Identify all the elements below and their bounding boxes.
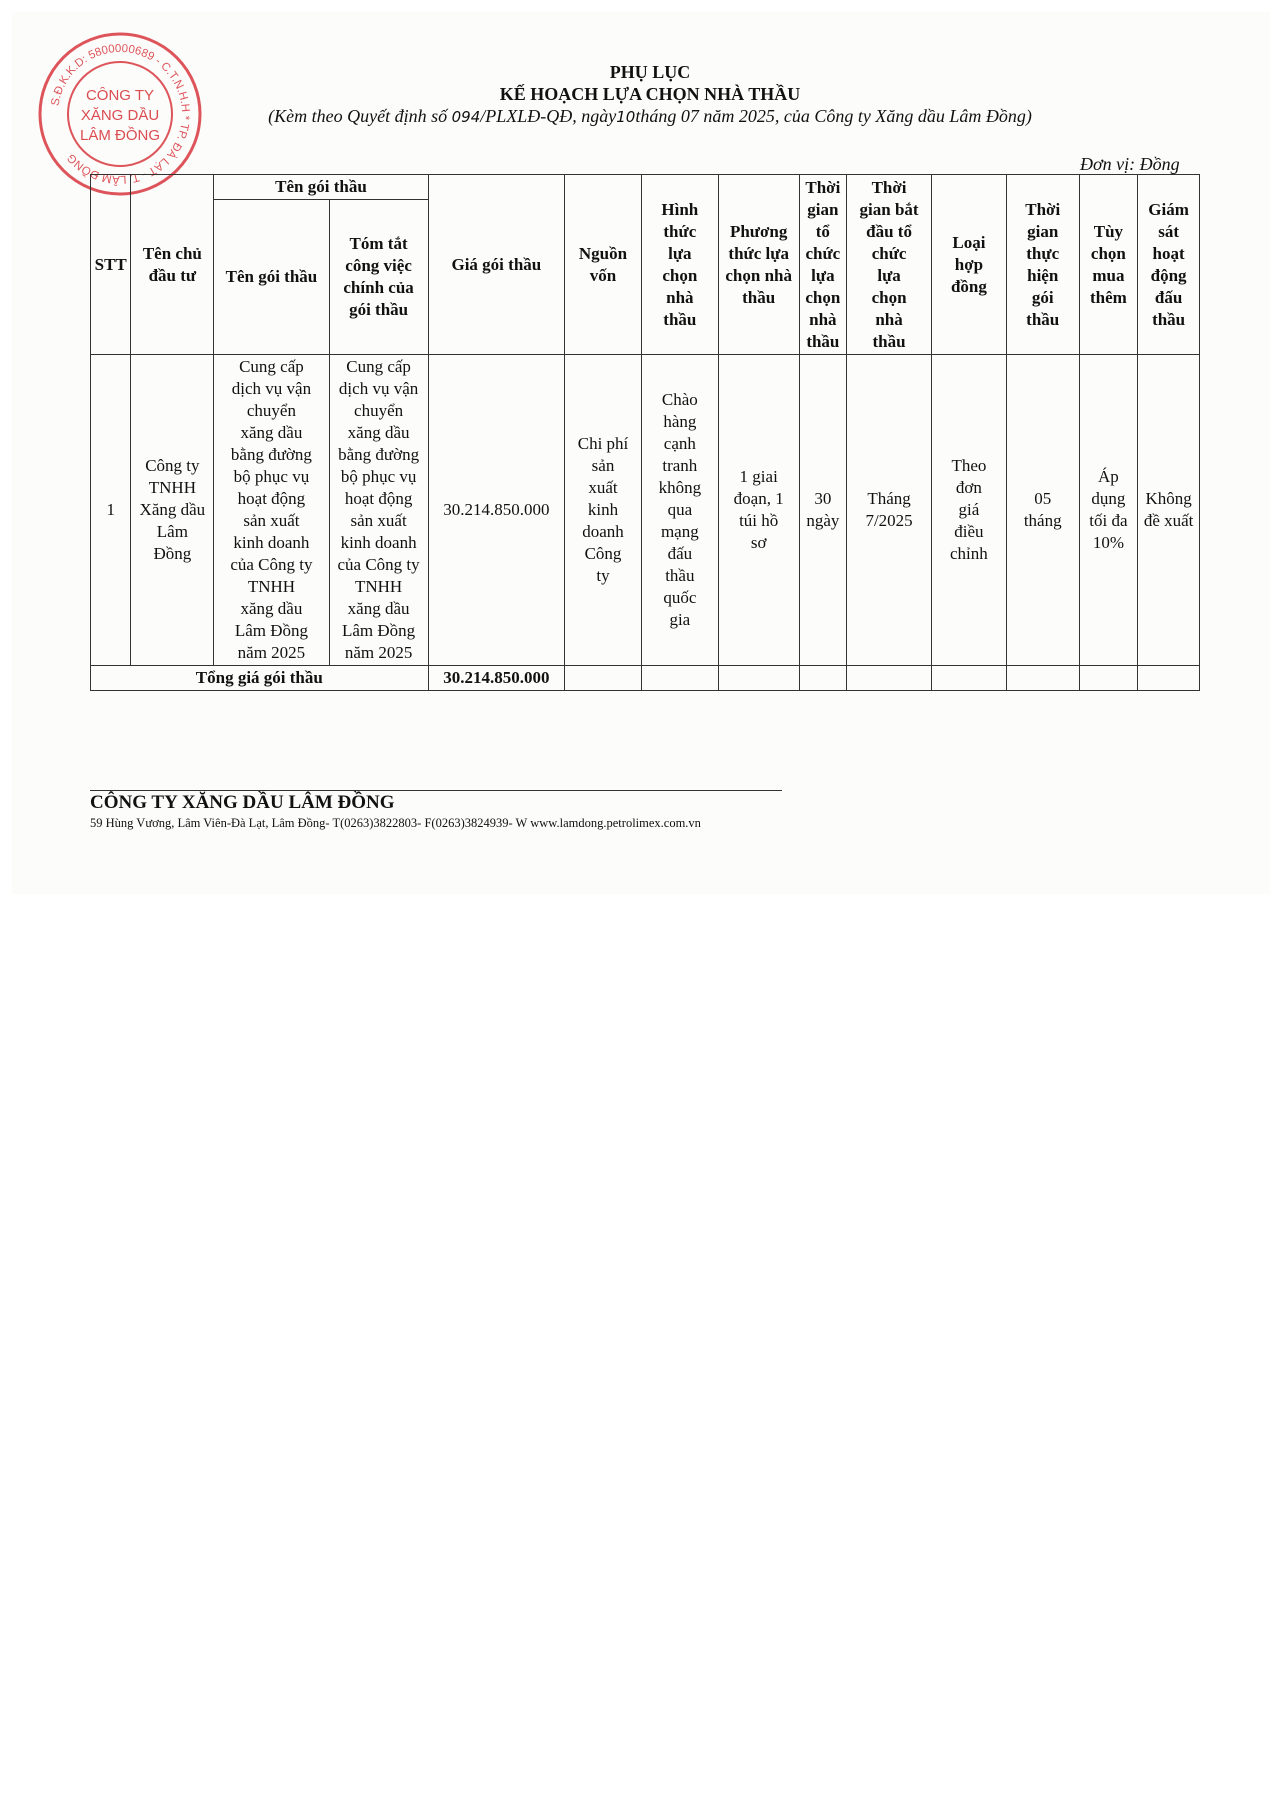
- stamp-center-line-1: CÔNG TY: [85, 87, 155, 104]
- col-contract-type: Loại hợp đồng: [932, 175, 1007, 355]
- col-price: Giá gói thầu: [428, 175, 564, 355]
- col-method: Phương thức lựa chọn nhà thầu: [718, 175, 799, 355]
- subtitle-suffix: tháng 07 năm 2025, của Công ty Xăng dầu Lâm Đồng): [635, 106, 1032, 126]
- cell-summary: Cung cấp dịch vụ vận chuyển xăng dầu bằng đường bộ phục vụ hoạt động sản xuất kinh doanh của Công ty TNHH xăng dầu Lâm Đồng năm 2025: [329, 355, 428, 666]
- procurement-plan-table: [90, 174, 1200, 691]
- cell-price: 30.214.850.000: [428, 355, 564, 666]
- total-empty-cell: [1138, 666, 1200, 691]
- total-label: Tổng giá gói thầu: [91, 666, 429, 691]
- cell-source: Chi phí sản xuất kinh doanh Công ty: [565, 355, 642, 666]
- total-empty-cell: [1079, 666, 1138, 691]
- col-time-org: Thời gian tổ chức lựa chọn nhà thầu: [799, 175, 847, 355]
- header-row-1: [91, 175, 1200, 200]
- total-empty-cell: [799, 666, 847, 691]
- col-duration: Thời gian thực hiện gói thầu: [1006, 175, 1079, 355]
- col-source: Nguồn vốn: [565, 175, 642, 355]
- total-empty-cell: [847, 666, 932, 691]
- cell-method: 1 giai đoạn, 1 túi hồ sơ: [718, 355, 799, 666]
- col-form: Hình thức lựa chọn nhà thầu: [641, 175, 718, 355]
- currency-unit: Đơn vị: Đồng: [1080, 154, 1180, 174]
- cell-contract-type: Theo đơn giá điều chỉnh: [932, 355, 1007, 666]
- doc-title-plan: KẾ HOẠCH LỰA CHỌN NHÀ THẦU: [499, 84, 801, 104]
- doc-title-appendix: PHỤ LỤC: [609, 62, 691, 82]
- cell-option: Áp dụng tối đa 10%: [1079, 355, 1138, 666]
- cell-time-org: 30 ngày: [799, 355, 847, 666]
- total-empty-cell: [1006, 666, 1079, 691]
- cell-start-time: Tháng 7/2025: [847, 355, 932, 666]
- total-empty-cell: [641, 666, 718, 691]
- col-supervision: Giám sát hoạt động đấu thầu: [1138, 175, 1200, 355]
- handwritten-decision-number: 094: [451, 108, 481, 126]
- cell-supervision: Không đề xuất: [1138, 355, 1200, 666]
- cell-package-name: Cung cấp dịch vụ vận chuyển xăng dầu bằng đường bộ phục vụ hoạt động sản xuất kinh doanh của Công ty TNHH xăng dầu Lâm Đồng năm 2025: [214, 355, 329, 666]
- cell-form: Chào hàng cạnh tranh không qua mạng đấu thầu quốc gia: [641, 355, 718, 666]
- col-stt: STT: [91, 175, 131, 355]
- col-start-time: Thời gian bắt đầu tổ chức lựa chọn nhà thầu: [847, 175, 932, 355]
- stamp-center-line-2: XĂNG DẦU: [80, 107, 160, 124]
- cell-stt: 1: [91, 355, 131, 666]
- cell-investor: Công ty TNHH Xăng dầu Lâm Đồng: [131, 355, 214, 666]
- subtitle-mid: /PLXLĐ-QĐ, ngày: [480, 106, 617, 126]
- footer-company-name: CÔNG TY XĂNG DẦU LÂM ĐỒNG: [90, 792, 395, 813]
- subtitle-prefix: (Kèm theo Quyết định số: [268, 106, 448, 126]
- total-empty-cell: [932, 666, 1007, 691]
- handwritten-day: 10: [616, 108, 636, 126]
- cell-duration: 05 tháng: [1006, 355, 1079, 666]
- total-empty-cell: [565, 666, 642, 691]
- doc-subtitle: [200, 106, 1100, 127]
- col-option: Tùy chọn mua thêm: [1079, 175, 1138, 355]
- footer-divider: [90, 790, 782, 791]
- col-investor: Tên chủ đầu tư: [131, 175, 214, 355]
- col-group-package: Tên gói thầu: [214, 175, 428, 200]
- total-empty-cell: [718, 666, 799, 691]
- total-value: 30.214.850.000: [428, 666, 564, 691]
- company-stamp: [36, 30, 204, 198]
- footer-address: 59 Hùng Vương, Lâm Viên-Đà Lạt, Lâm Đồng- T(0263)3822803- F(0263)3824939- W www.lamdong.petrolimex.com.vn: [90, 816, 701, 830]
- stamp-center-line-3: LÂM ĐỒNG: [79, 127, 161, 144]
- stamp-ring-text: S.Đ.K.K.D: 5800000689 - C.T.N.H.H * TP. ĐÀ LẠT - T. LÂM ĐỒNG: [49, 42, 192, 186]
- total-row: [91, 666, 1200, 691]
- col-package-name: Tên gói thầu: [214, 200, 329, 355]
- col-summary: Tóm tắt công việc chính của gói thầu: [329, 200, 428, 355]
- table-row: [91, 355, 1200, 666]
